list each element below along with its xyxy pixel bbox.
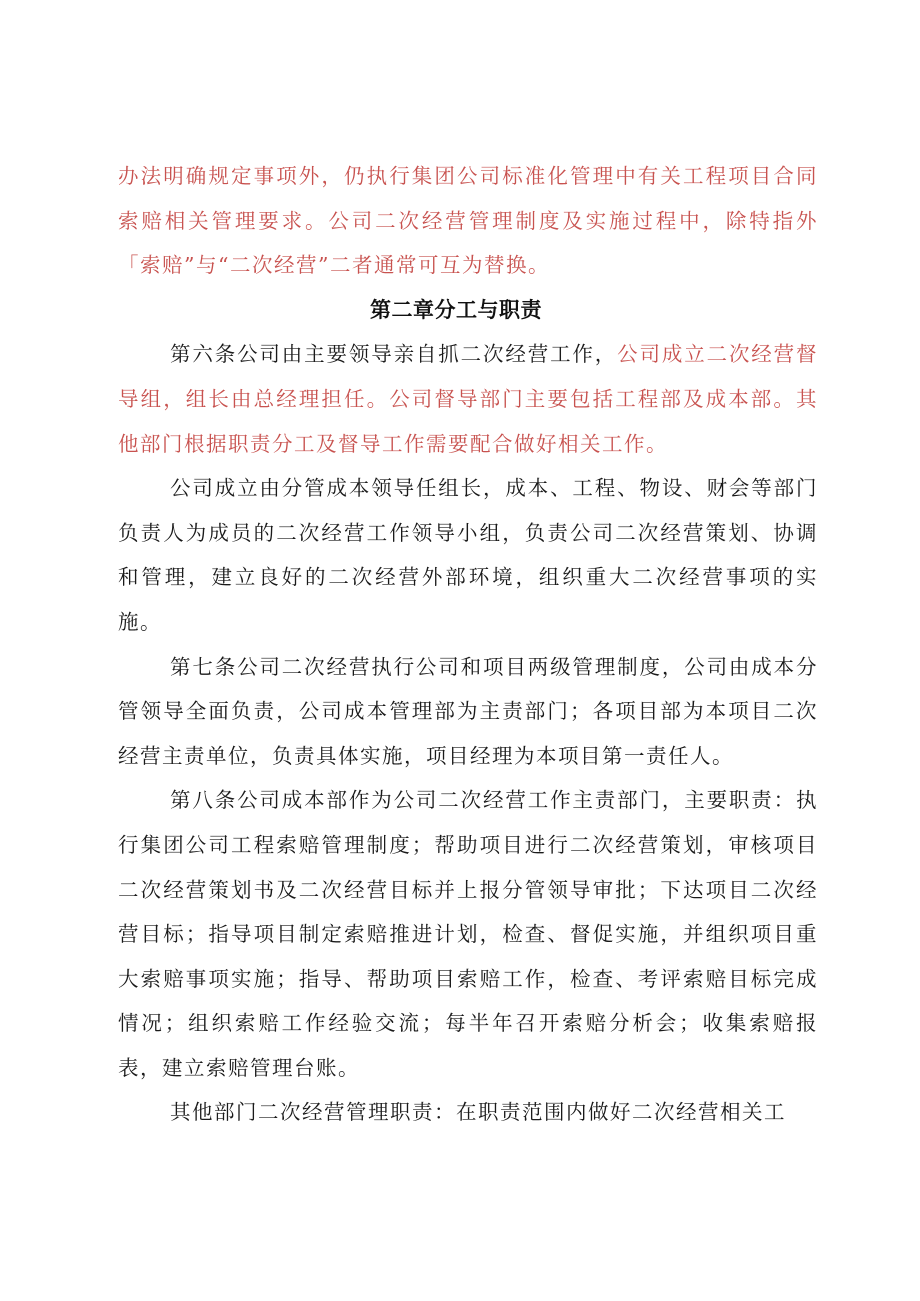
intro-paragraph: 办法明确规定事项外，仍执行集团公司标准化管理中有关工程项目合同索赔相关管理要求。公司二次经营管理制度及实施过程中，除特指外「索赔”与“二次经营”二者通常可互为替换。 <box>118 164 818 278</box>
document-body <box>118 154 818 1135</box>
chapter-title: 第二章分工与职责 <box>370 297 542 322</box>
article-6-lead: 第六条公司由主要领导亲自抓二次经营工作， <box>170 342 618 367</box>
article-6-highlight: 公司成立二次经营督导组，组长由总经理担任。公司督导部门主要包括工程部及成本部。其他部门根据职责分工及督导工作需要配合做好相关工作。 <box>118 342 819 456</box>
article-6-group-paragraph: 公司成立由分管成本领导任组长，成本、工程、物设、财会等部门负责人为成员的二次经营工作领导小组，负责公司二次经营策划、协调和管理，建立良好的二次经营外部环境，组织重大二次经营事项的实施。 <box>118 476 818 634</box>
article-8-paragraph: 第八条公司成本部作为公司二次经营工作主责部门，主要职责：执行集团公司工程索赔管理制度；帮助项目进行二次经营策划，审核项目二次经营策划书及二次经营目标并上报分管领导审批；下达项目二次经营目标；指导项目制定索赔推进计划，检查、督促实施，并组织项目重大索赔事项实施；指导、帮助项目索赔工作，检查、考评索赔目标完成情况；组织索赔工作经验交流；每半年召开索赔分析会；收集索赔报表，建立索赔管理台账。 <box>118 788 818 1080</box>
article-7-paragraph: 第七条公司二次经营执行公司和项目两级管理制度，公司由成本分管领导全面负责，公司成本管理部为主责部门；各项目部为本项目二次经营主责单位，负责具体实施，项目经理为本项目第一责任人。 <box>118 654 818 768</box>
article-6-paragraph <box>118 332 818 466</box>
other-departments-paragraph: 其他部门二次经营管理职责：在职责范围内做好二次经营相关工 <box>170 1100 786 1125</box>
